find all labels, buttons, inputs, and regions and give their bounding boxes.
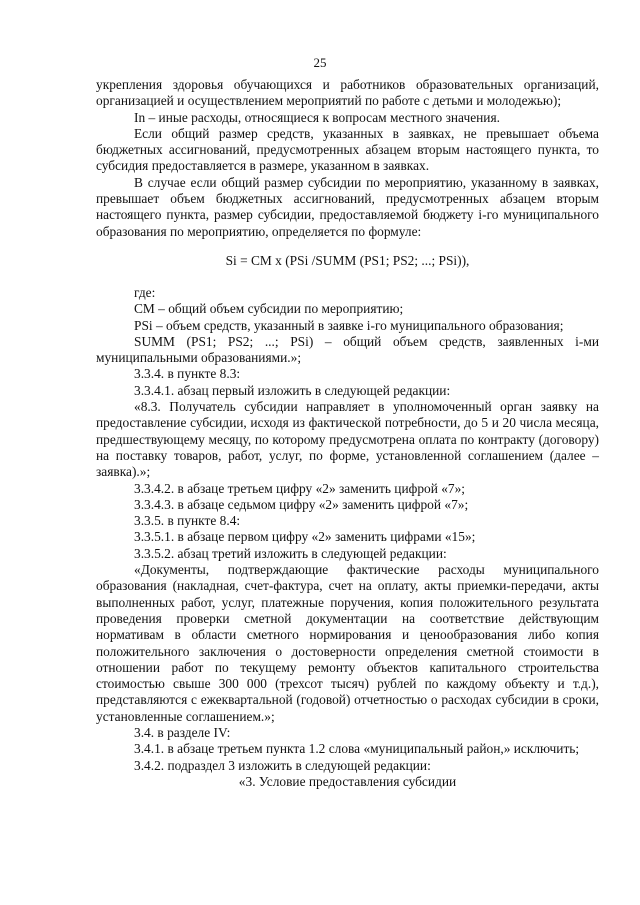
paragraph: «Документы, подтверждающие фактические расходы муниципального образования (накладная, счет-фактура, счет на оплату, акты приемки-передачи, акты выполненных работ, услуг, платежные поручения, копия положительного результата проведения проверки сметной документации на соответствие действующим нормативам в области сметного нормирования и ценообразования либо копия положительного заключения о достоверности определения сметной стоимости в отношении работ по текущему ремонту объектов капитального строительства стоимостью свыше 300 000 (трехсот тысяч) рублей по каждому объекту и т.д.), представляются с ежеквартальной (годовой) отчетностью о расходах субсидии в сроки, установленные соглашением.»; bbox=[96, 562, 599, 724]
paragraph: 3.3.5.2. абзац третий изложить в следующей редакции: bbox=[134, 545, 447, 561]
paragraph: PSi – объем средств, указанный в заявке i-го муниципального образования; bbox=[134, 317, 564, 333]
paragraph: В случае если общий размер субсидии по мероприятию, указанному в заявках, превышает объем бюджетных ассигнований, предусмотренных абзацем вторым настоящего пункта, размер субсидии, предоставляемой бюджету i-го муниципального образования по мероприятию, определяется по формуле: bbox=[96, 174, 599, 239]
paragraph: укрепления здоровья обучающихся и работников образовательных организаций, организацией и осуществлением мероприятий по работе с детьми и молодежью); bbox=[96, 77, 599, 109]
paragraph: 3.3.4.3. в абзаце седьмом цифру «2» заменить цифрой «7»; bbox=[134, 496, 469, 512]
page-number: 25 bbox=[313, 55, 327, 70]
paragraph: 3.3.5. в пункте 8.4: bbox=[134, 513, 241, 529]
paragraph: 3.3.4. в пункте 8.3: bbox=[134, 366, 241, 382]
paragraph: где: bbox=[134, 284, 156, 300]
section-heading: «3. Условие предоставления субсидии bbox=[238, 773, 457, 789]
document-body bbox=[96, 77, 599, 790]
paragraph: 3.3.4.2. в абзаце третьем цифру «2» заменить цифрой «7»; bbox=[134, 480, 466, 496]
paragraph: СМ – общий объем субсидии по мероприятию; bbox=[134, 301, 404, 317]
paragraph: 3.3.4.1. абзац первый изложить в следующей редакции: bbox=[134, 382, 451, 398]
paragraph: 3.3.5.1. в абзаце первом цифру «2» заменить цифрами «15»; bbox=[134, 529, 476, 545]
paragraph: Если общий размер средств, указанных в заявках, не превышает объема бюджетных ассигнований, предусмотренных абзацем вторым настоящего пункта, то субсидия предоставляется в размере, указанном в заявках. bbox=[96, 125, 599, 174]
paragraph: «8.3. Получатель субсидии направляет в уполномоченный орган заявку на предоставление субсидии, исходя из фактической потребности, до 5 и 20 числа месяца, предшествующему месяцу, по которому предусмотрена оплата по контракту (договору) на поставку товаров, работ, услуг, по форме, установленной соглашением (далее – заявка).»; bbox=[96, 399, 599, 480]
paragraph: In – иные расходы, относящиеся к вопросам местного значения. bbox=[134, 109, 500, 125]
formula: Si = CM x (PSi /SUMM (PS1; PS2; ...; PSi)), bbox=[225, 252, 470, 268]
paragraph: 3.4. в разделе IV: bbox=[134, 724, 231, 740]
paragraph: SUMM (PS1; PS2; ...; PSi) – общий объем средств, заявленных i-ми муниципальными образованиями.»; bbox=[96, 333, 599, 366]
paragraph: 3.4.1. в абзаце третьем пункта 1.2 слова «муниципальный район,» исключить; bbox=[134, 741, 580, 757]
paragraph: 3.4.2. подраздел 3 изложить в следующей редакции: bbox=[134, 757, 431, 773]
